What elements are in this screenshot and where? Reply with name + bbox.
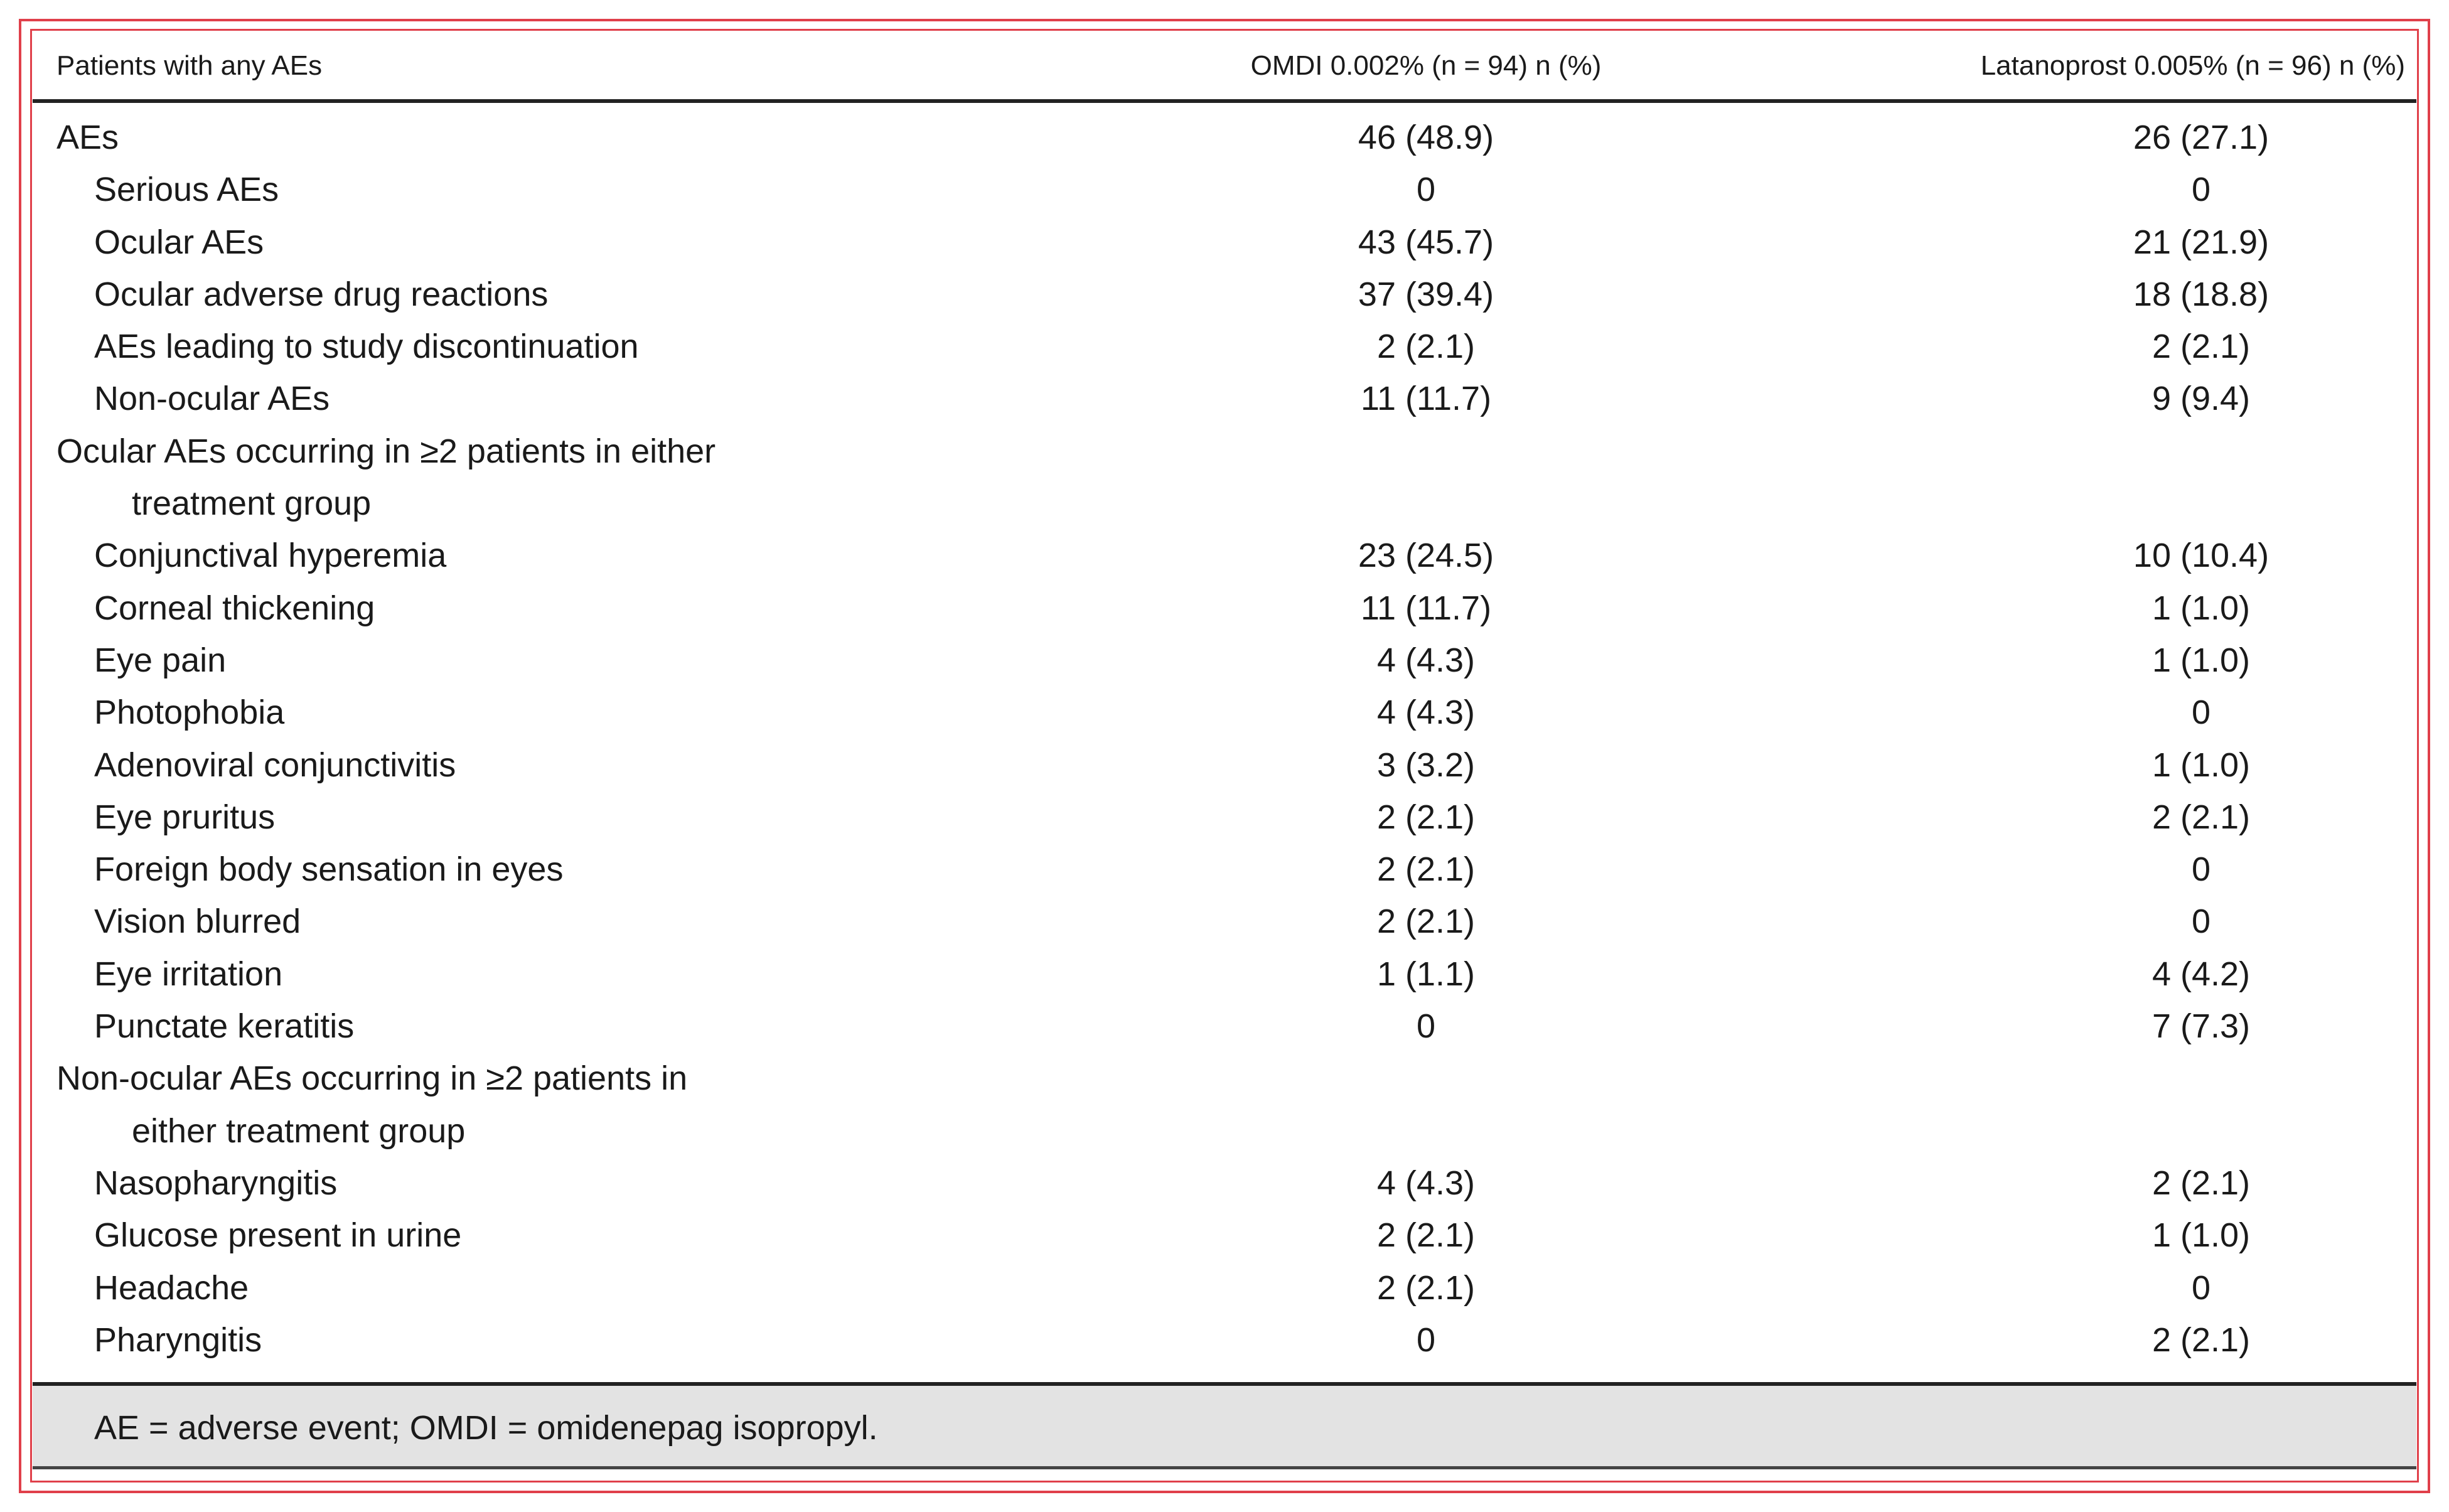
table-row <box>33 582 2416 635</box>
row-label: Vision blurred <box>94 903 301 941</box>
table-row <box>33 530 2416 582</box>
table-row <box>33 948 2416 1000</box>
latanoprost-value: 2 (2.1) <box>2152 1321 2251 1359</box>
latanoprost-value: 1 (1.0) <box>2152 1216 2251 1255</box>
row-label: Nasopharyngitis <box>94 1164 338 1202</box>
latanoprost-value: 0 <box>2191 903 2211 941</box>
footer-rule <box>33 1466 2416 1469</box>
omdi-value: 2 (2.1) <box>1376 903 1476 941</box>
omdi-value: 2 (2.1) <box>1376 1216 1476 1255</box>
table-row <box>33 896 2416 948</box>
omdi-value: 11 (11.7) <box>1360 380 1492 418</box>
section-heading-row <box>33 478 2416 530</box>
omdi-value: 4 (4.3) <box>1376 1164 1476 1202</box>
omdi-value: 43 (45.7) <box>1358 223 1494 261</box>
table-row <box>33 164 2416 216</box>
omdi-value: 3 (3.2) <box>1376 746 1476 784</box>
table-row <box>33 791 2416 844</box>
table-header-row <box>33 35 2416 103</box>
row-label: Ocular AEs <box>94 223 264 261</box>
table-row <box>33 1000 2416 1053</box>
latanoprost-value: 0 <box>2191 694 2211 732</box>
header-latanoprost: Latanoprost 0.005% (n = 96) n (%) <box>1980 50 2405 81</box>
row-label: Corneal thickening <box>94 589 375 627</box>
row-label: Pharyngitis <box>94 1321 262 1359</box>
latanoprost-value: 2 (2.1) <box>2152 798 2251 836</box>
row-label: Eye pain <box>94 641 227 679</box>
omdi-value: 2 (2.1) <box>1376 798 1476 836</box>
row-label: Photophobia <box>94 694 285 732</box>
row-label: AEs <box>56 119 119 156</box>
row-label: Eye pruritus <box>94 798 276 836</box>
header-omdi: OMDI 0.002% (n = 94) n (%) <box>1250 50 1602 81</box>
omdi-value: 0 <box>1416 1321 1436 1359</box>
row-label: Headache <box>94 1268 249 1307</box>
latanoprost-value: 4 (4.2) <box>2152 955 2251 993</box>
table-row <box>33 217 2416 269</box>
section-heading-row <box>33 426 2416 478</box>
omdi-value: 2 (2.1) <box>1376 850 1476 889</box>
table-row <box>33 321 2416 373</box>
row-label: Ocular adverse drug reactions <box>94 275 549 313</box>
table-row <box>33 373 2416 425</box>
latanoprost-value: 0 <box>2191 1268 2211 1307</box>
latanoprost-value: 0 <box>2191 850 2211 889</box>
row-label: Foreign body sensation in eyes <box>94 850 564 889</box>
table-row <box>33 739 2416 791</box>
section-heading-continued: either treatment group <box>132 1112 466 1150</box>
table-row <box>33 1157 2416 1209</box>
latanoprost-value: 0 <box>2191 171 2211 209</box>
header-patients: Patients with any AEs <box>56 50 323 81</box>
table-row <box>33 269 2416 321</box>
section-heading: Ocular AEs occurring in ≥2 patients in either <box>56 432 716 470</box>
table-row <box>33 112 2416 164</box>
latanoprost-value: 1 (1.0) <box>2152 589 2251 627</box>
row-label: AEs leading to study discontinuation <box>94 328 639 366</box>
row-label: Eye irritation <box>94 955 283 993</box>
omdi-value: 2 (2.1) <box>1376 328 1476 366</box>
latanoprost-value: 18 (18.8) <box>2133 275 2269 313</box>
omdi-value: 0 <box>1416 1007 1436 1046</box>
table-row <box>33 687 2416 739</box>
omdi-value: 1 (1.1) <box>1376 955 1476 993</box>
latanoprost-value: 1 (1.0) <box>2152 641 2251 679</box>
row-label: Glucose present in urine <box>94 1216 462 1255</box>
omdi-value: 2 (2.1) <box>1376 1268 1476 1307</box>
table-body <box>33 103 2416 1366</box>
row-label: Serious AEs <box>94 171 279 209</box>
omdi-value: 37 (39.4) <box>1358 275 1494 313</box>
table-footnote-band <box>33 1382 2416 1469</box>
latanoprost-value: 9 (9.4) <box>2152 380 2251 418</box>
section-heading: Non-ocular AEs occurring in ≥2 patients in <box>56 1059 688 1098</box>
row-label: Conjunctival hyperemia <box>94 537 447 575</box>
section-heading-continued: treatment group <box>132 485 372 523</box>
adverse-events-table <box>33 35 2416 1366</box>
footnote: AE = adverse event; OMDI = omidenepag isopropyl. <box>94 1409 878 1447</box>
omdi-value: 4 (4.3) <box>1376 641 1476 679</box>
omdi-value: 4 (4.3) <box>1376 694 1476 732</box>
table-row <box>33 1262 2416 1314</box>
table-row <box>33 844 2416 896</box>
table-row <box>33 1314 2416 1366</box>
section-heading-row <box>33 1053 2416 1105</box>
section-heading-row <box>33 1105 2416 1157</box>
row-label: Non-ocular AEs <box>94 380 330 418</box>
table-row <box>33 635 2416 687</box>
latanoprost-value: 1 (1.0) <box>2152 746 2251 784</box>
latanoprost-value: 7 (7.3) <box>2152 1007 2251 1046</box>
latanoprost-value: 10 (10.4) <box>2133 537 2269 575</box>
latanoprost-value: 2 (2.1) <box>2152 1164 2251 1202</box>
omdi-value: 46 (48.9) <box>1358 119 1494 156</box>
row-label: Punctate keratitis <box>94 1007 355 1046</box>
omdi-value: 23 (24.5) <box>1358 537 1494 575</box>
row-label: Adenoviral conjunctivitis <box>94 746 456 784</box>
latanoprost-value: 2 (2.1) <box>2152 328 2251 366</box>
omdi-value: 11 (11.7) <box>1360 589 1492 627</box>
latanoprost-value: 21 (21.9) <box>2133 223 2269 261</box>
latanoprost-value: 26 (27.1) <box>2133 119 2269 156</box>
table-row <box>33 1209 2416 1262</box>
omdi-value: 0 <box>1416 171 1436 209</box>
